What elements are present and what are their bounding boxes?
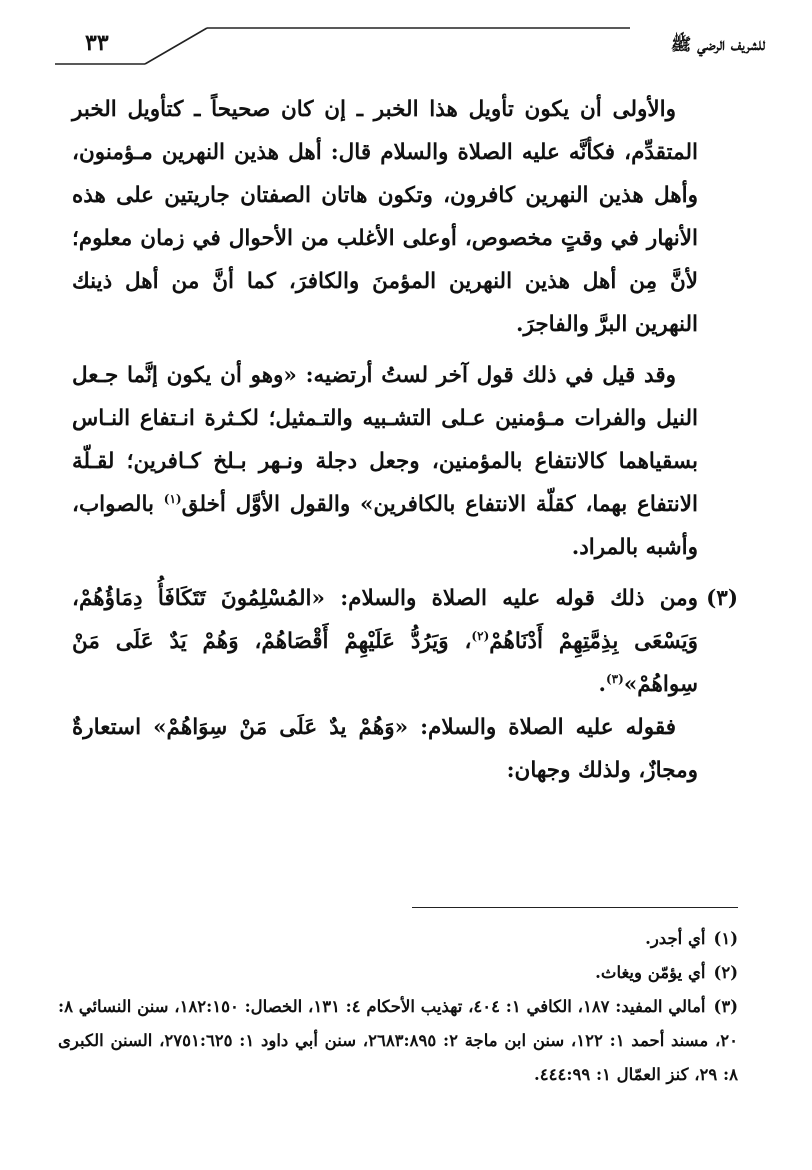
paragraph-4: فقوله عليه الصلاة والسلام: «وَهُمْ يدٌ عَلَى مَنْ سِوَاهُمْ» استعارةٌ ومجازٌ، ولذلك وجهان: <box>72 715 698 783</box>
footnote-3 <box>58 990 738 1092</box>
hadith-close-quote: » <box>623 672 638 697</box>
hadith-end: . <box>598 672 606 697</box>
footnote-text: أمالي المفيد: ١٨٧، الكافي ١: ٤٠٤، تهذيب الأحكام ٤: ١٣١، الخصال: ١٨٢:١٥٠، سنن النسائي ٨: ٢٠، مسند أحمد ١: ١٢٢، سنن ابن ماجة ٢: ٢٦٨٣:٨٩٥، سنن أبي داود ١: ٢٧٥١:٦٢٥، السنن الكبرى ٨: ٢٩، كنز العمّال ١: ٤٤٤:٩٩. <box>58 997 739 1084</box>
footnote-2 <box>58 956 738 990</box>
paragraph-1: والأولى أن يكون تأويل هذا الخبر ـ إن كان صحيحاً ـ كتأويل الخبر المتقدِّم، فكأنَّه عليه الصلاة والسلام قال: أهل هذين النهرين مـؤمنون، وأهل هذين النهرين كافرون، وتكون هاتان الصفتان جاريتين على هذه الأنهار في وقتٍ مخصوص، أوعلى الأغلب من الأحوال في زمان معلوم؛ لأنَّ مِن أهل هذين النهرين المؤمنَ والكافرَ، كما أنَّ من أهل ذينك النهرين البرَّ والفاجرَ. <box>72 97 698 337</box>
paragraph-2-text: وقد قيل في ذلك قول آخر لستُ أرتضيه: «وهو أن يكون إنَّما جـعل النيل والفرات مـؤمنين عـلى التشـبيه والتـمثيل؛ لكـثرة انـتفاع النـاس بسقياهما كالانتفاع بالمؤمنين، وجعل دجلة ونـهر بـلخ كـافرين؛ لقـلّة الانتفاع بهما، كقلّة الانتفاع بالكافرين» والقول الأوَّل أخلق <box>72 363 698 517</box>
running-title: للشريف الرضي ﷺ <box>670 35 765 55</box>
footnote-ref-3: (٣) <box>605 671 624 686</box>
hadith-text-part1: المُسْلِمُونَ تَتَكَافَأُ دِمَاؤُهُمْ، وَيَسْعَى بِذِمَّتِهِمْ أَدْنَاهُمْ <box>72 586 699 654</box>
footnote-text: أي يؤمّن ويغاث. <box>595 963 706 982</box>
hadith-item-3 <box>72 577 738 706</box>
footnote-1 <box>58 922 738 956</box>
paragraph-2-end: بالصواب، وأشبه بالمراد. <box>72 492 698 560</box>
footnote-text: أي أجدر. <box>645 929 706 948</box>
footnote-marker: (٢) <box>713 963 738 982</box>
item-number: (٣) <box>706 586 738 611</box>
main-text <box>72 88 738 792</box>
footnote-ref-1: (١) <box>163 491 182 506</box>
footnote-marker: (٣) <box>713 997 738 1016</box>
paragraph-2 <box>72 354 698 569</box>
hadith-paragraph <box>72 577 698 706</box>
header-rule <box>55 18 765 68</box>
footnote-ref-2: (٢) <box>471 628 490 643</box>
footnote-marker: (١) <box>713 929 738 948</box>
page-number: ٣٣ <box>85 30 109 56</box>
page-header <box>55 18 765 68</box>
hadith-text-part2: ، وَيَرُدُّ عَلَيْهِمْ أَقْصَاهُمْ، وَهُمْ يَدٌ عَلَى مَنْ سِواهُمْ <box>72 629 698 697</box>
footnotes <box>58 922 738 1092</box>
footnote-separator <box>412 907 738 908</box>
hadith-intro: ومن ذلك قوله عليه الصلاة والسلام: « <box>311 586 698 611</box>
